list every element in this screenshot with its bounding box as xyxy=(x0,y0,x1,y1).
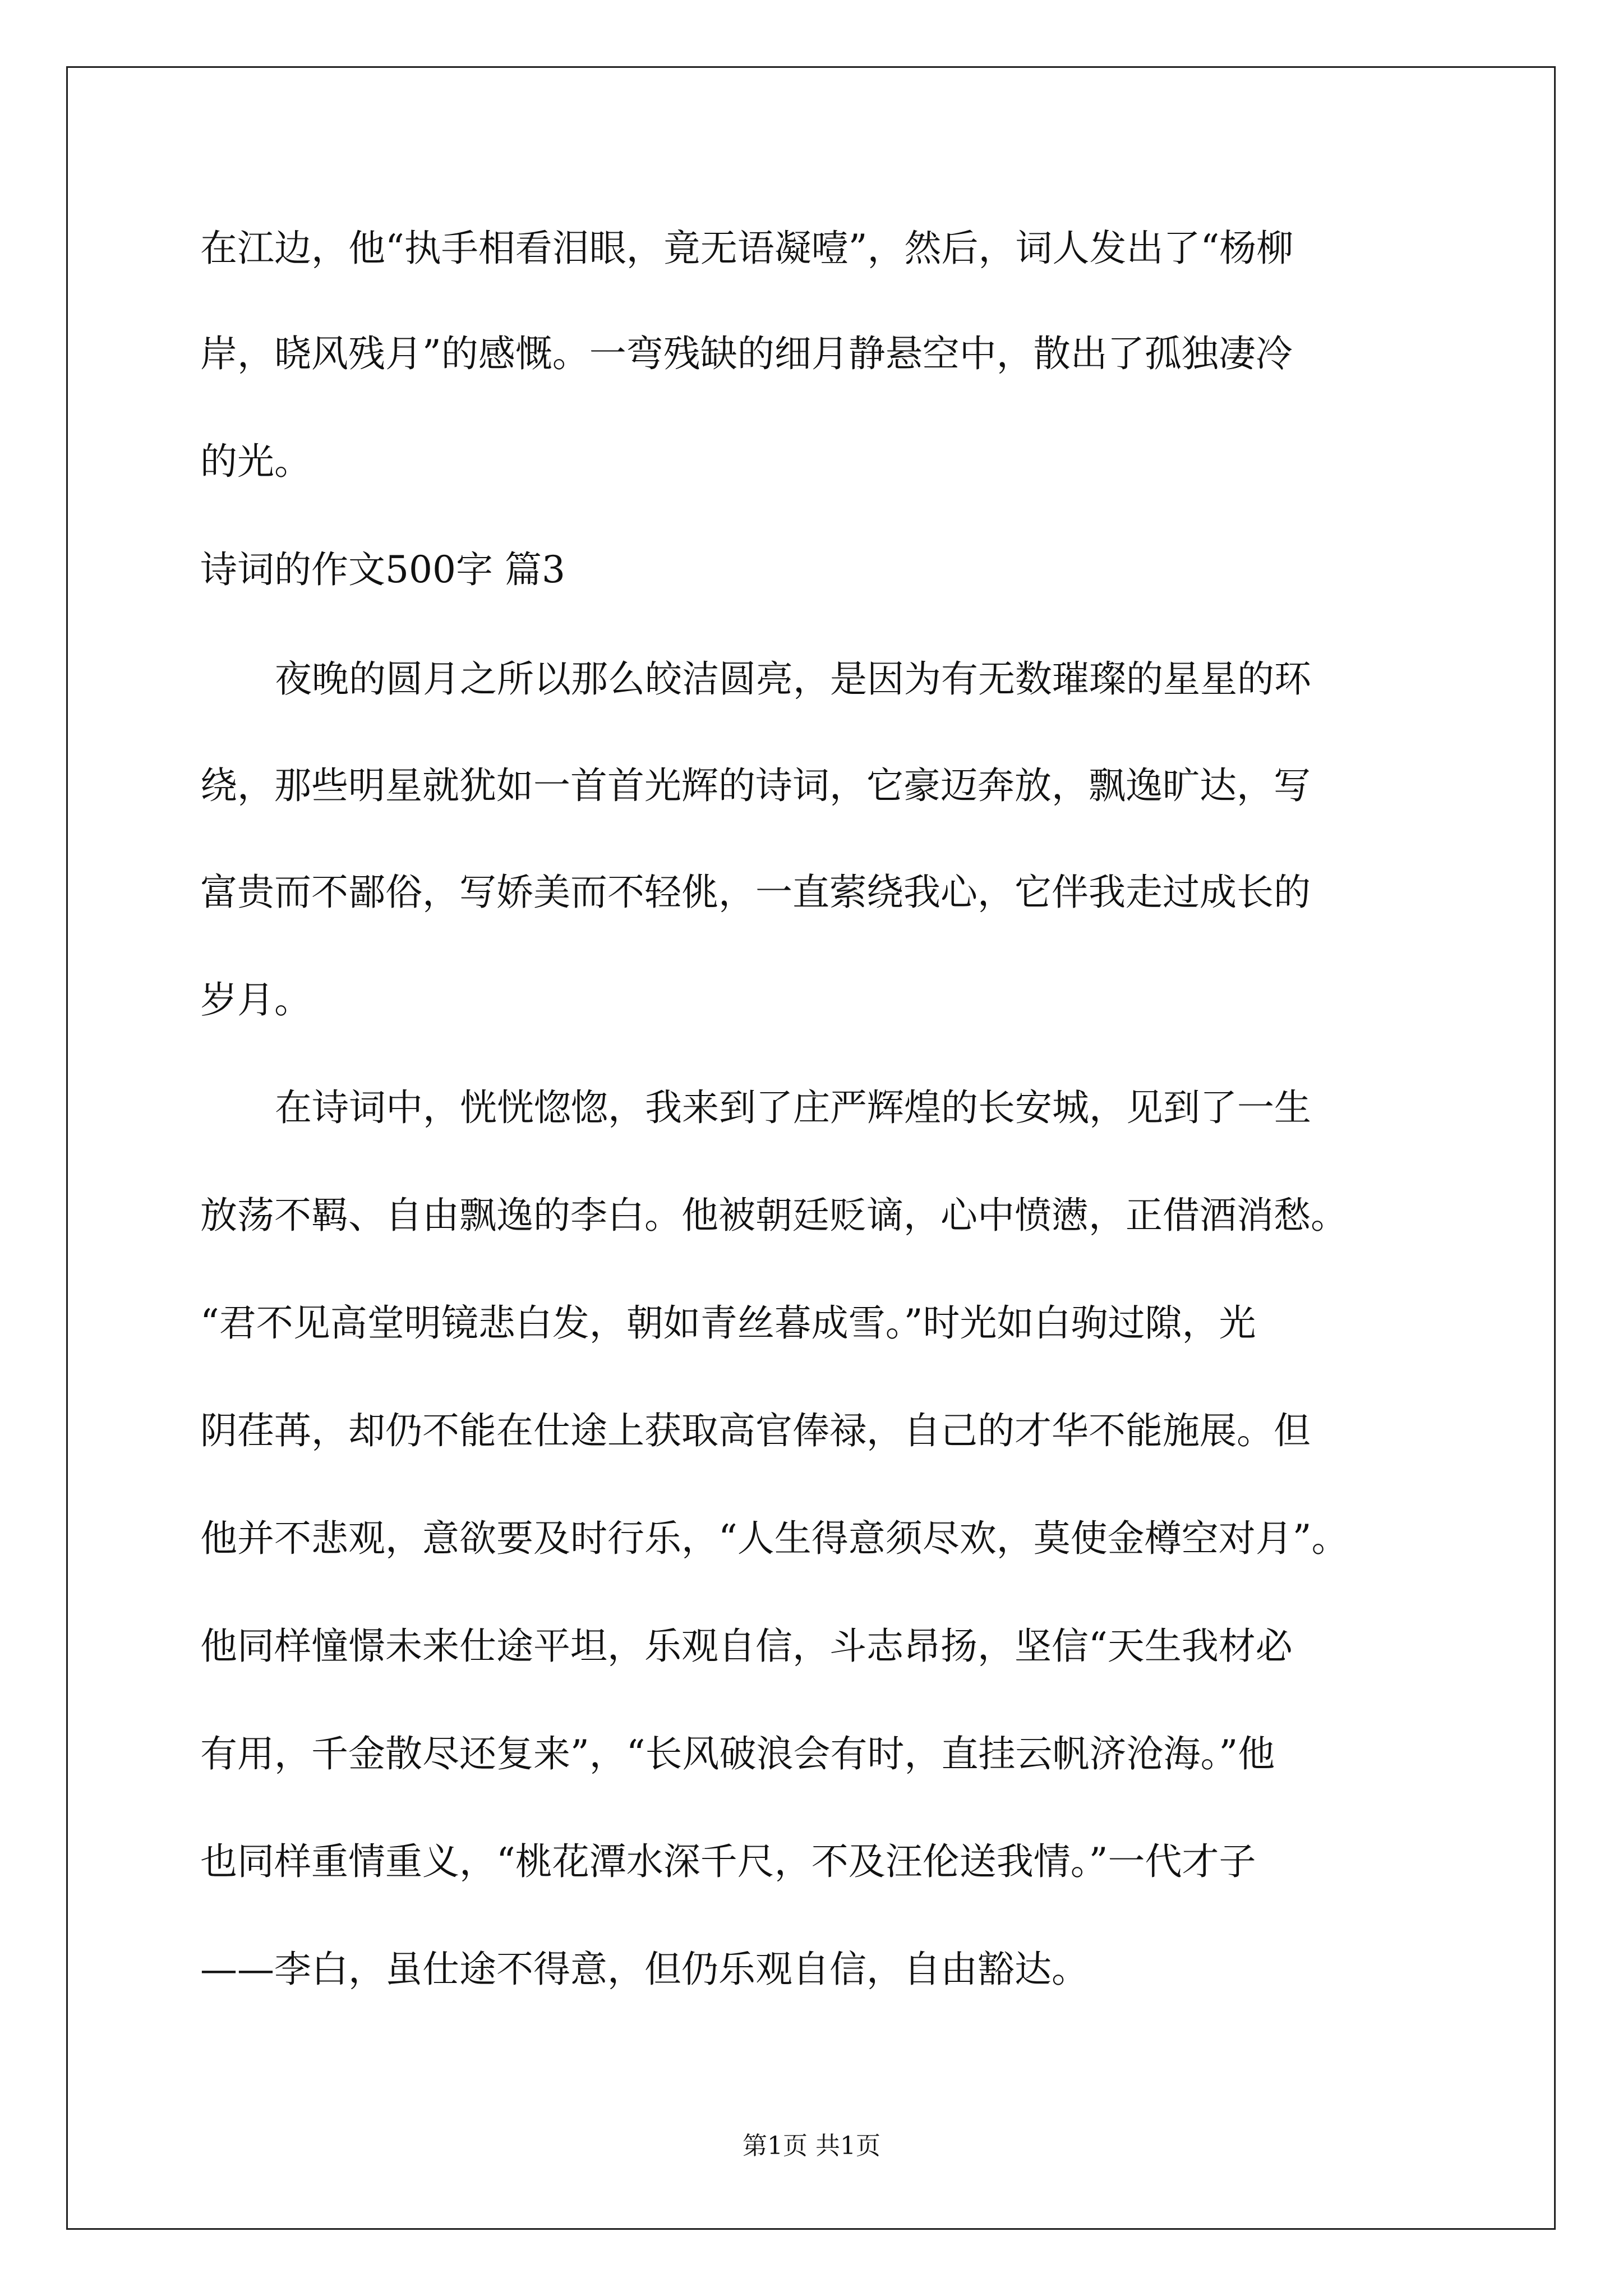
paragraph-2-line-6: 他同样憧憬未来仕途平坦，乐观自信，斗志昂扬，坚信“天生我材必 xyxy=(200,1625,1293,1668)
page-border xyxy=(66,66,1556,2230)
paragraph-2-line-8: 也同样重情重义，“桃花潭水深千尺，不及汪伦送我情。”一代才子 xyxy=(200,1840,1256,1883)
page-footer: 第1页 共1页 xyxy=(743,2132,880,2160)
text-line-2: 岸，晓风残月”的感慨。一弯残缺的细月静悬空中，散出了孤独凄冷 xyxy=(200,332,1293,375)
paragraph-1-line-2: 绕，那些明星就犹如一首首光辉的诗词，它豪迈奔放，飘逸旷达，写 xyxy=(200,764,1311,807)
paragraph-2-line-5: 他并不悲观，意欲要及时行乐，“人生得意须尽欢，莫使金樽空对月”。 xyxy=(200,1517,1349,1560)
paragraph-2-line-3: “君不见高堂明镜悲白发，朝如青丝暮成雪。”时光如白驹过隙，光 xyxy=(200,1301,1256,1345)
paragraph-2-line-2: 放荡不羁、自由飘逸的李白。他被朝廷贬谪，心中愤懑，正借酒消愁。 xyxy=(200,1194,1348,1237)
paragraph-1-line-1: 夜晚的圆月之所以那么皎洁圆亮，是因为有无数璀璨的星星的环 xyxy=(275,657,1311,701)
paragraph-2-line-7: 有用，千金散尽还复来”，“长风破浪会有时，直挂云帆济沧海。”他 xyxy=(200,1732,1275,1775)
section-heading: 诗词的作文500字 篇3 xyxy=(200,548,565,591)
text-line-3: 的光。 xyxy=(200,440,311,483)
paragraph-1-line-3: 富贵而不鄙俗，写娇美而不轻佻，一直萦绕我心，它伴我走过成长的 xyxy=(200,871,1311,914)
paragraph-2-line-9: ——李白，虽仕途不得意，但仍乐观自信，自由豁达。 xyxy=(200,1948,1089,1991)
paragraph-1-line-4: 岁月。 xyxy=(200,978,311,1022)
paragraph-2-line-4: 阴荏苒，却仍不能在仕途上获取高官俸禄，自己的才华不能施展。但 xyxy=(200,1409,1311,1452)
text-line-1: 在江边，他“执手相看泪眼，竟无语凝噎”，然后，词人发出了“杨柳 xyxy=(200,227,1294,270)
paragraph-2-line-1: 在诗词中，恍恍惚惚，我来到了庄严辉煌的长安城，见到了一生 xyxy=(275,1086,1311,1129)
